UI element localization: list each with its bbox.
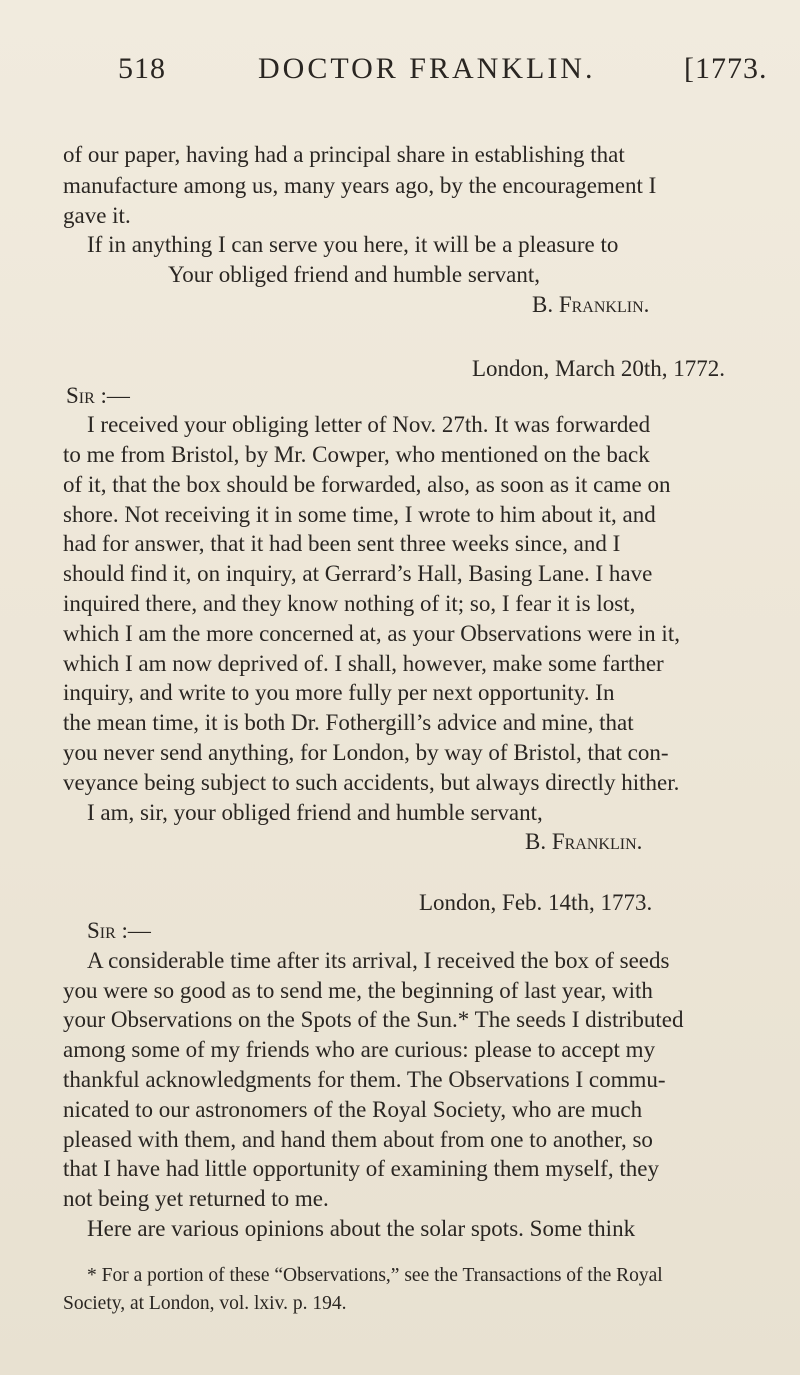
footnote-line: Society, at London, vol. lxiv. p. 194. <box>63 1293 347 1314</box>
running-title: DOCTOR FRANKLIN. <box>258 52 596 85</box>
text-line: gave it. <box>63 202 131 228</box>
closing-line: I am, sir, your obliged friend and humble servant, <box>87 799 543 825</box>
text-line: Here are various opinions about the solar spots. Some think <box>87 1216 636 1241</box>
text-line: which I am the more concerned at, as your Observations were in it, <box>63 620 680 646</box>
text-line: had for answer, that it had been sent three weeks since, and I <box>63 531 621 557</box>
salutation: Sir :— <box>66 383 130 409</box>
text-line: the mean time, it is both Dr. Fothergill’s advice and mine, that <box>63 710 634 736</box>
text-line: If in anything I can serve you here, it will be a pleasure to <box>87 232 619 258</box>
text-line: to me from Bristol, by Mr. Cowper, who mentioned on the back <box>63 441 650 467</box>
footnote-line: * For a portion of these “Observations,” see the Transactions of the Royal <box>87 1265 663 1286</box>
text-line: A considerable time after its arrival, I received the box of seeds <box>87 947 670 973</box>
dateline: London, Feb. 14th, 1773. <box>419 889 653 915</box>
salutation: Sir :— <box>87 917 151 943</box>
closing-line: Your obliged friend and humble servant, <box>168 262 540 288</box>
text-line: veyance being subject to such accidents, but always directly hither. <box>63 769 680 795</box>
text-line: shore. Not receiving it in some time, I wrote to him about it, and <box>63 501 656 527</box>
running-year: [1773. <box>684 52 768 85</box>
text-line: manufacture among us, many years ago, by the encouragement I <box>63 172 657 198</box>
page-number: 518 <box>118 52 166 85</box>
text-line: should find it, on inquiry, at Gerrard’s Hall, Basing Lane. I have <box>63 561 653 587</box>
text-line: you never send anything, for London, by way of Bristol, that con- <box>63 740 669 765</box>
text-line: of our paper, having had a principal share in establishing that <box>63 142 625 167</box>
text-line: thankful acknowledgments for them. The Observations I commu- <box>63 1066 666 1092</box>
text-line: among some of my friends who are curious: please to accept my <box>63 1037 656 1063</box>
text-line: your Observations on the Spots of the Sun.* The seeds I distributed <box>63 1007 684 1033</box>
text-line: pleased with them, and hand them about from one to another, so <box>63 1126 653 1152</box>
text-line: inquired there, and they know nothing of it; so, I fear it is lost, <box>63 590 636 616</box>
dateline: London, March 20th, 1772. <box>472 356 725 382</box>
signature: B. Franklin. <box>525 829 643 855</box>
text-line: of it, that the box should be forwarded, also, as soon as it came on <box>63 471 671 497</box>
text-line: inquiry, and write to you more fully per next opportunity. In <box>63 680 615 706</box>
text-line: I received your obliging letter of Nov. 27th. It was forwarded <box>87 412 651 438</box>
text-line: not being yet returned to me. <box>63 1186 329 1212</box>
text-line: nicated to our astronomers of the Royal Society, who are much <box>63 1096 643 1122</box>
running-head <box>0 52 800 92</box>
signature: B. Franklin. <box>532 291 650 317</box>
text-line: you were so good as to send me, the beginning of last year, with <box>63 977 653 1003</box>
text-line: which I am now deprived of. I shall, however, make some farther <box>63 650 664 676</box>
text-line: that I have had little opportunity of examining them myself, they <box>63 1156 659 1182</box>
